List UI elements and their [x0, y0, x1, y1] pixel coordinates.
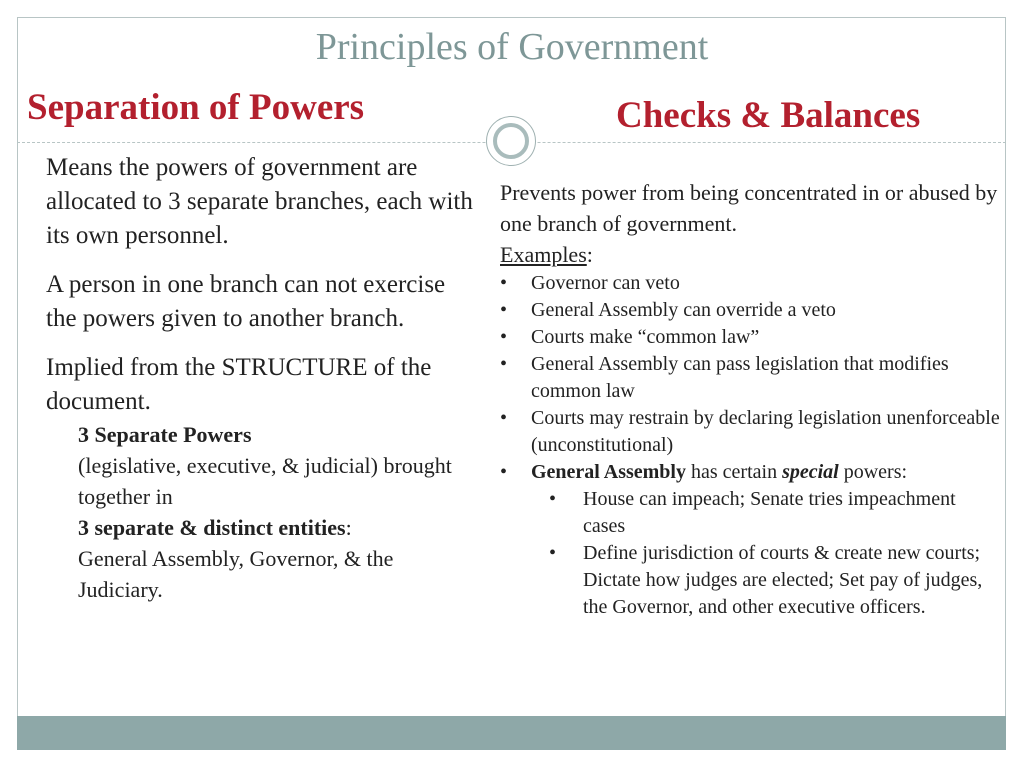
- sub-list-item: • Define jurisdiction of courts & create new courts; Dictate how judges are elected; Set pay of judges, the Governor, and other executive officers.: [531, 540, 1000, 621]
- list-item: • General Assembly can pass legislation that modifies common law: [500, 351, 1000, 405]
- list-item: • Courts make “common law”: [500, 324, 1000, 351]
- paragraph-one-branch: A person in one branch can not exercise the powers given to another branch.: [46, 271, 446, 332]
- right-column: [500, 177, 1000, 621]
- special-powers-list: [531, 486, 1000, 621]
- ga-bold: General Assembly: [531, 461, 686, 483]
- examples-colon: :: [586, 242, 593, 267]
- ga-special: special: [782, 461, 839, 483]
- checks-balances-heading: Checks & Balances: [616, 95, 921, 136]
- entities-list-text: General Assembly, Governor, & the Judiciary.: [78, 546, 394, 602]
- three-separate-entities: 3 separate & distinct entities: [78, 515, 346, 540]
- list-item: • Governor can veto: [500, 270, 1000, 297]
- footer-band: [17, 716, 1006, 750]
- checks-intro: Prevents power from being concentrated in or abused by one branch of government.: [500, 180, 998, 236]
- list-item: • Courts may restrain by declaring legislation unenforceable (unconstitutional): [500, 405, 1000, 459]
- examples-list: [500, 270, 1000, 621]
- list-item: • General Assembly can override a veto: [500, 297, 1000, 324]
- circle-ornament-icon: [486, 116, 536, 166]
- left-column: [46, 151, 481, 605]
- powers-list-text: (legislative, executive, & judicial) brought together in: [78, 453, 452, 509]
- ga-mid: has certain: [686, 461, 783, 483]
- separation-of-powers-heading: Separation of Powers: [27, 87, 365, 128]
- sub-list-item: • House can impeach; Senate tries impeachment cases: [531, 486, 1000, 540]
- list-item-general-assembly: [500, 459, 1000, 621]
- paragraph-allocation: Means the powers of government are allocated to 3 separate branches, each with its own personnel.: [46, 154, 473, 249]
- paragraph-implied: Implied from the STRUCTURE of the document.: [46, 354, 432, 415]
- three-separate-powers: 3 Separate Powers: [78, 422, 252, 447]
- examples-label-line: [500, 239, 1000, 270]
- ga-end: powers:: [838, 461, 908, 483]
- slide-title: Principles of Government: [315, 26, 709, 68]
- examples-label: Examples: [500, 242, 587, 267]
- separate-powers-block: [78, 419, 481, 605]
- entities-colon: :: [345, 515, 352, 540]
